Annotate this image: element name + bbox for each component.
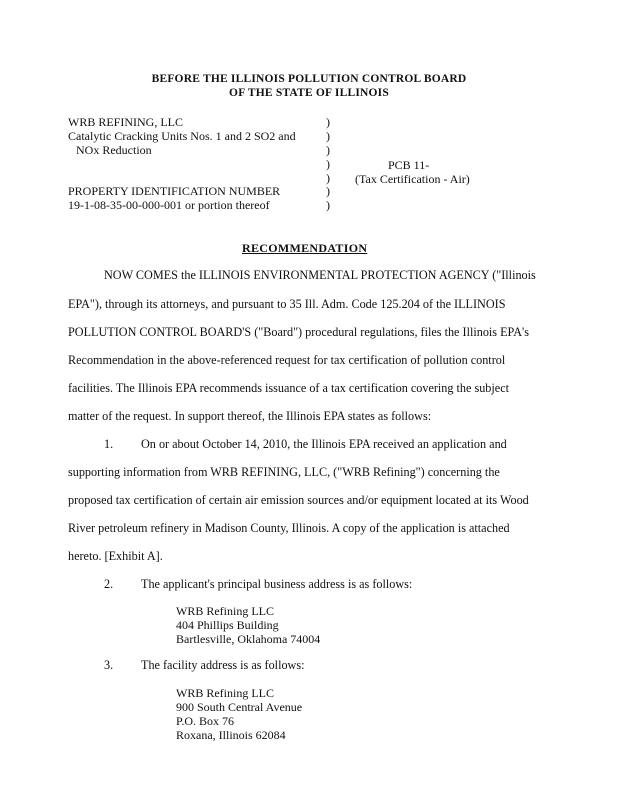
item-number: 3.: [104, 658, 114, 672]
paragraph-line: NOW COMES the ILLINOIS ENVIRONMENTAL PROTECTION AGENCY ("Illinois: [104, 268, 536, 282]
item-number: 1.: [104, 437, 114, 451]
case-type: (Tax Certification - Air): [355, 172, 470, 186]
address-line: 900 South Central Avenue: [176, 700, 303, 714]
caption-paren: ): [326, 157, 330, 171]
caption-party: WRB REFINING, LLC: [68, 115, 183, 129]
board-heading-line2: OF THE STATE OF ILLINOIS: [229, 87, 389, 99]
address-line: WRB Refining LLC: [176, 686, 274, 700]
paragraph-line: EPA"), through its attorneys, and pursuant to 35 Ill. Adm. Code 125.204 of the ILLINOIS: [68, 297, 506, 311]
caption-project-cont: NOx Reduction: [76, 143, 152, 157]
item-line: hereto. [Exhibit A].: [68, 549, 163, 563]
item-line: River petroleum refinery in Madison County, Illinois. A copy of the application is attached: [68, 521, 510, 535]
caption-paren: ): [326, 171, 330, 185]
case-number: PCB 11-: [388, 158, 430, 172]
document-title: RECOMMENDATION: [242, 241, 368, 255]
board-heading-line1: BEFORE THE ILLINOIS POLLUTION CONTROL BOARD: [151, 73, 467, 85]
paragraph-line: POLLUTION CONTROL BOARD'S ("Board") procedural regulations, files the Illinois EPA's: [68, 325, 529, 339]
address-line: Roxana, Illinois 62084: [176, 728, 286, 742]
caption-paren: ): [326, 115, 330, 129]
caption-paren: ): [326, 129, 330, 143]
item-line: The facility address is as follows:: [141, 658, 305, 672]
address-line: WRB Refining LLC: [176, 604, 274, 618]
caption-paren: ): [326, 143, 330, 157]
item-line: supporting information from WRB REFINING, LLC, ("WRB Refining") concerning the: [68, 465, 500, 479]
caption-pin-value: 19-1-08-35-00-000-001 or portion thereof: [68, 198, 270, 212]
item-line: The applicant's principal business address is as follows:: [141, 577, 413, 591]
item-line: proposed tax certification of certain air emission sources and/or equipment located at its Wood: [68, 493, 529, 507]
caption-project: Catalytic Cracking Units Nos. 1 and 2 SO2 and: [68, 129, 296, 143]
paragraph-line: matter of the request. In support thereof, the Illinois EPA states as follows:: [68, 409, 432, 423]
paragraph-line: facilities. The Illinois EPA recommends issuance of a tax certification covering the subject: [68, 381, 509, 395]
caption-paren: ): [326, 198, 330, 212]
paragraph-line: Recommendation in the above-referenced request for tax certification of pollution control: [68, 353, 506, 367]
item-line: On or about October 14, 2010, the Illinois EPA received an application and: [141, 437, 507, 451]
item-number: 2.: [104, 577, 114, 591]
address-line: Bartlesville, Oklahoma 74004: [176, 632, 321, 646]
address-line: P.O. Box 76: [176, 714, 235, 728]
caption-paren: ): [326, 184, 330, 198]
address-line: 404 Phillips Building: [176, 618, 279, 632]
caption-pin-label: PROPERTY IDENTIFICATION NUMBER: [68, 184, 281, 198]
